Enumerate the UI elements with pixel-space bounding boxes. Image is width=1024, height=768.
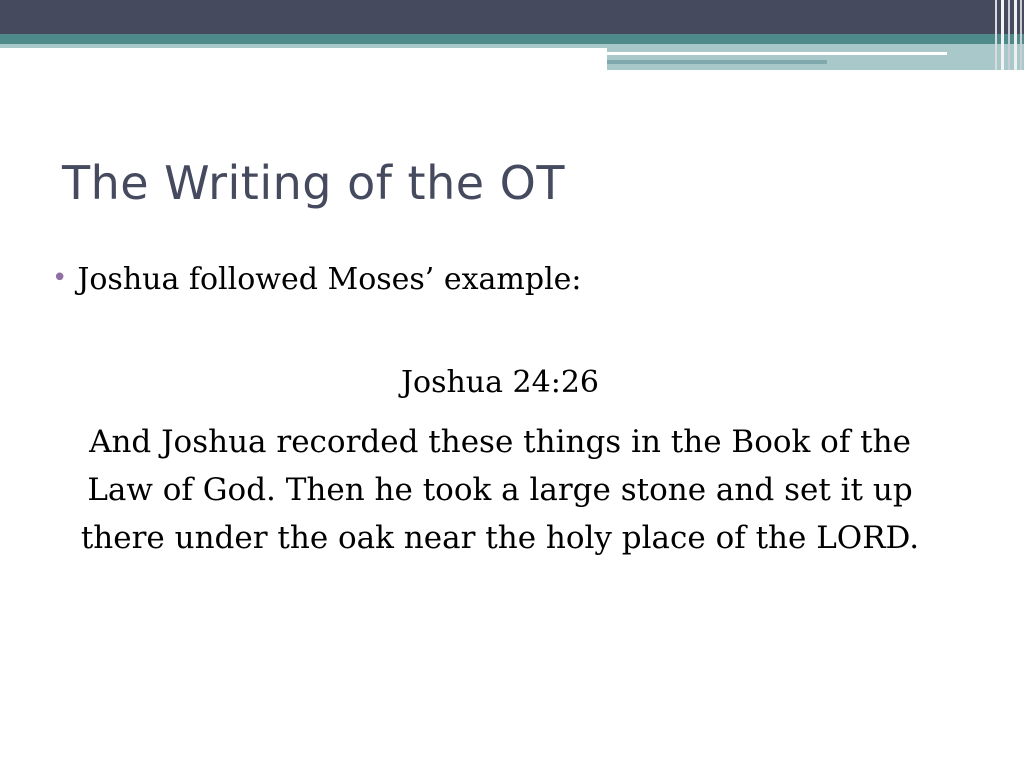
banner-stripe [1008, 0, 1010, 70]
banner-teal-bar [0, 34, 1024, 44]
banner-dark-bar [0, 0, 1024, 34]
bullet-text: Joshua followed Moses’ example: [77, 262, 582, 297]
banner-white-line [607, 52, 947, 55]
banner-stripe [1020, 0, 1022, 70]
verse-line: Law of God. Then he took a large stone and set it up [87, 472, 913, 508]
banner-stripe [995, 0, 997, 70]
banner-stripe [1014, 0, 1017, 70]
scripture-reference: Joshua 24:26 [400, 365, 599, 400]
bullet-marker-icon: • [52, 263, 68, 293]
scripture-verse [20, 418, 980, 562]
verse-line: there under the oak near the holy place of the LORD. [80, 520, 920, 556]
banner-stripe [1001, 0, 1004, 70]
verse-line: And Joshua recorded these things in the Book of the [89, 424, 911, 460]
banner-accent-line [607, 60, 827, 64]
bullet-item [52, 262, 582, 297]
slide-title: The Writing of the OT [62, 156, 565, 210]
